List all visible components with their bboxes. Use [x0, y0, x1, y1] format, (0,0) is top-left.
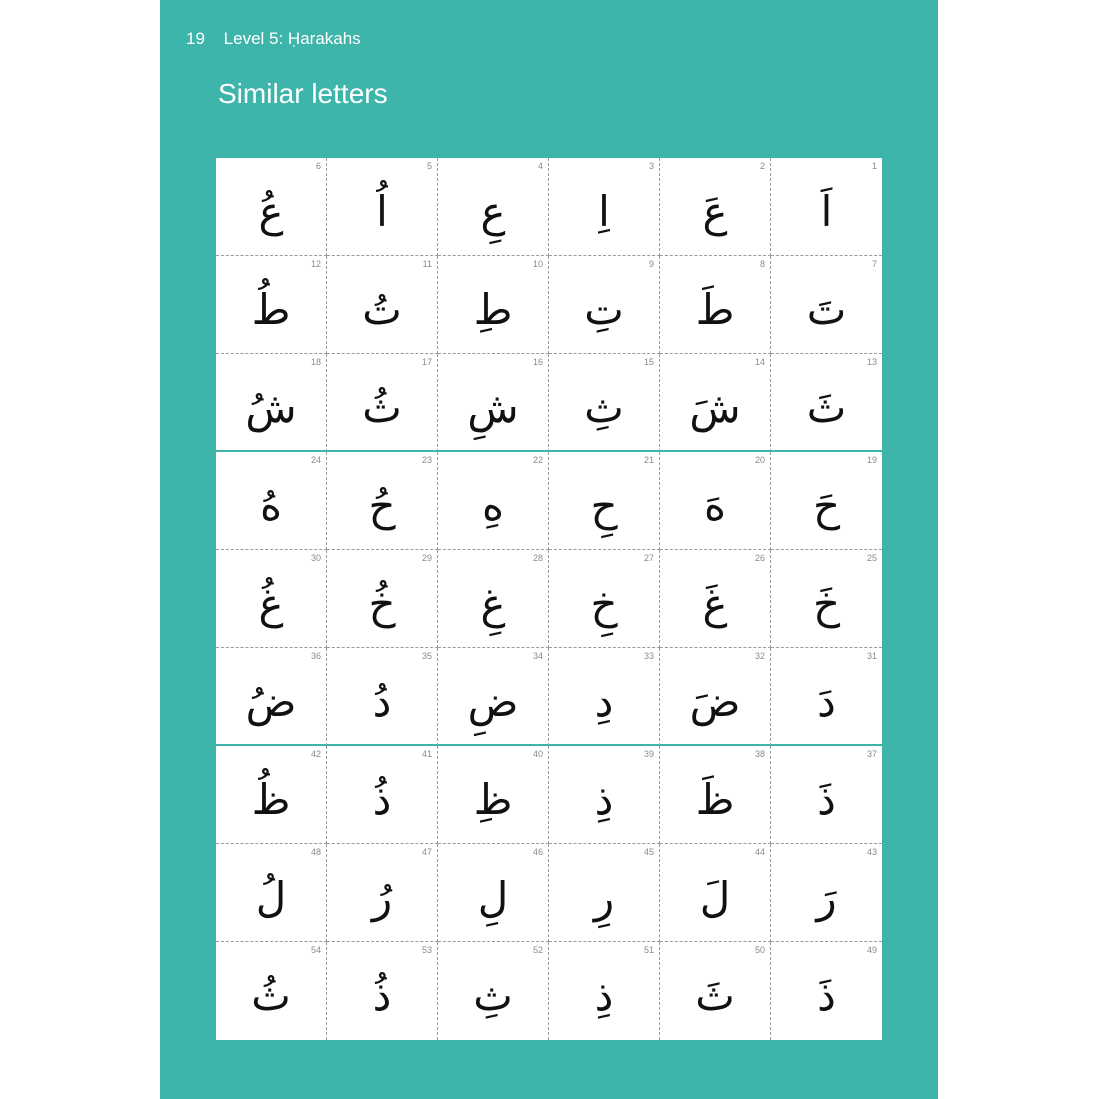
- letter-card: [660, 158, 771, 256]
- letter-card: [771, 158, 882, 256]
- arabic-letter: خُ: [368, 579, 396, 628]
- letter-card: [660, 746, 771, 844]
- arabic-letter: اَ: [820, 187, 833, 236]
- letter-grid: [216, 158, 882, 1040]
- arabic-letter: ذُ: [372, 775, 392, 824]
- arabic-letter: ثَ: [806, 383, 847, 432]
- letter-card: [438, 354, 549, 452]
- arabic-letter: ثُ: [251, 971, 291, 1020]
- arabic-letter: حُ: [368, 481, 396, 530]
- letter-card: [216, 648, 327, 746]
- letter-card: [549, 550, 660, 648]
- card-number: 27: [643, 553, 654, 563]
- arabic-letter: غَ: [702, 579, 728, 628]
- letter-card: [549, 648, 660, 746]
- page-title: Similar letters: [218, 78, 388, 109]
- card-number: 54: [310, 945, 321, 955]
- letter-card: [438, 648, 549, 746]
- arabic-letter: دَ: [817, 677, 836, 726]
- arabic-letter: تِ: [584, 285, 624, 334]
- page-background: [160, 0, 938, 1099]
- letter-card: [327, 844, 438, 942]
- card-number: 45: [643, 847, 654, 857]
- card-number: 31: [866, 651, 877, 661]
- card-number: 46: [532, 847, 543, 857]
- letter-card: [216, 550, 327, 648]
- letter-card: [549, 158, 660, 256]
- card-number: 21: [643, 455, 654, 465]
- card-number: 51: [643, 945, 654, 955]
- arabic-letter: اِ: [598, 187, 610, 236]
- arabic-letter: عُ: [258, 187, 284, 236]
- card-number: 34: [532, 651, 543, 661]
- letter-card: [549, 844, 660, 942]
- card-number: 13: [866, 357, 877, 367]
- arabic-letter: ذِ: [594, 971, 614, 1020]
- card-number: 48: [310, 847, 321, 857]
- arabic-letter: دِ: [594, 677, 614, 726]
- card-number: 14: [754, 357, 765, 367]
- card-number: 3: [648, 161, 654, 171]
- arabic-letter: حِ: [590, 481, 618, 530]
- arabic-letter: ظُ: [251, 775, 291, 824]
- letter-card: [327, 942, 438, 1040]
- card-number: 40: [532, 749, 543, 759]
- section-title: Level 5: Ḥarakahs: [223, 29, 361, 48]
- arabic-letter: لَ: [699, 873, 731, 922]
- arabic-letter: شُ: [245, 383, 297, 432]
- letter-card: [438, 746, 549, 844]
- letter-card: [438, 256, 549, 354]
- arabic-letter: دُ: [372, 677, 392, 726]
- card-number: 17: [421, 357, 432, 367]
- letter-card: [660, 452, 771, 550]
- arabic-letter: حَ: [812, 481, 841, 530]
- card-number: 52: [532, 945, 543, 955]
- letter-card: [660, 648, 771, 746]
- arabic-letter: ثُ: [362, 383, 402, 432]
- card-number: 35: [421, 651, 432, 661]
- letter-card: [549, 256, 660, 354]
- card-number: 38: [754, 749, 765, 759]
- arabic-letter: رَ: [816, 873, 837, 922]
- card-number: 16: [532, 357, 543, 367]
- arabic-letter: ضَ: [689, 677, 741, 726]
- card-number: 10: [532, 259, 543, 269]
- arabic-letter: ظِ: [473, 775, 513, 824]
- arabic-letter: شَ: [689, 383, 741, 432]
- letter-card: [771, 256, 882, 354]
- arabic-letter: ضِ: [467, 677, 519, 726]
- letter-card: [216, 256, 327, 354]
- card-number: 24: [310, 455, 321, 465]
- letter-card: [438, 942, 549, 1040]
- card-number: 25: [866, 553, 877, 563]
- card-number: 41: [421, 749, 432, 759]
- letter-card: [327, 648, 438, 746]
- letter-card: [549, 942, 660, 1040]
- card-number: 1: [871, 161, 877, 171]
- arabic-letter: اُ: [376, 187, 388, 236]
- arabic-letter: شِ: [467, 383, 519, 432]
- card-number: 19: [866, 455, 877, 465]
- arabic-letter: ذَ: [817, 775, 836, 824]
- running-header: [186, 29, 361, 49]
- card-number: 36: [310, 651, 321, 661]
- letter-card: [327, 256, 438, 354]
- letter-card: [438, 158, 549, 256]
- card-number: 18: [310, 357, 321, 367]
- card-number: 7: [871, 259, 877, 269]
- arabic-letter: ضُ: [245, 677, 297, 726]
- arabic-letter: لُ: [255, 873, 287, 922]
- arabic-letter: ذِ: [594, 775, 614, 824]
- card-number: 2: [759, 161, 765, 171]
- card-number: 5: [426, 161, 432, 171]
- card-number: 6: [315, 161, 321, 171]
- card-number: 11: [422, 259, 432, 269]
- card-number: 8: [759, 259, 765, 269]
- arabic-letter: رِ: [593, 873, 615, 922]
- arabic-letter: طُ: [251, 285, 291, 334]
- arabic-letter: تَ: [806, 285, 847, 334]
- arabic-letter: ظَ: [695, 775, 735, 824]
- arabic-letter: عَ: [702, 187, 728, 236]
- card-number: 26: [754, 553, 765, 563]
- card-number: 23: [421, 455, 432, 465]
- card-number: 43: [866, 847, 877, 857]
- letter-card: [327, 452, 438, 550]
- arabic-letter: خِ: [590, 579, 618, 628]
- letter-card: [771, 942, 882, 1040]
- letter-card: [549, 354, 660, 452]
- arabic-letter: طَ: [695, 285, 735, 334]
- arabic-letter: غُ: [258, 579, 284, 628]
- letter-card: [549, 452, 660, 550]
- arabic-letter: هَ: [703, 481, 726, 530]
- card-number: 39: [643, 749, 654, 759]
- letter-card: [771, 354, 882, 452]
- letter-card-sheet: [216, 158, 882, 1040]
- arabic-letter: ثِ: [473, 971, 513, 1020]
- card-number: 37: [866, 749, 877, 759]
- card-number: 33: [643, 651, 654, 661]
- letter-card: [660, 256, 771, 354]
- card-number: 44: [754, 847, 765, 857]
- letter-card: [660, 354, 771, 452]
- sheet-edge: [882, 158, 885, 1040]
- arabic-letter: ذُ: [372, 971, 392, 1020]
- arabic-letter: عِ: [480, 187, 506, 236]
- card-number: 50: [754, 945, 765, 955]
- card-number: 20: [754, 455, 765, 465]
- letter-card: [216, 354, 327, 452]
- letter-card: [216, 942, 327, 1040]
- arabic-letter: ثِ: [584, 383, 624, 432]
- arabic-letter: هِ: [481, 481, 504, 530]
- letter-card: [660, 550, 771, 648]
- arabic-letter: غِ: [480, 579, 506, 628]
- letter-card: [216, 844, 327, 942]
- letter-card: [327, 550, 438, 648]
- letter-card: [771, 844, 882, 942]
- arabic-letter: طِ: [473, 285, 513, 334]
- card-number: 9: [648, 259, 654, 269]
- card-number: 28: [532, 553, 543, 563]
- letter-card: [327, 158, 438, 256]
- arabic-letter: رُ: [371, 873, 393, 922]
- letter-card: [549, 746, 660, 844]
- letter-card: [771, 550, 882, 648]
- letter-card: [438, 452, 549, 550]
- arabic-letter: ثَ: [695, 971, 735, 1020]
- letter-card: [216, 452, 327, 550]
- letter-card: [771, 746, 882, 844]
- letter-card: [327, 354, 438, 452]
- arabic-letter: تُ: [362, 285, 402, 334]
- card-number: 32: [754, 651, 765, 661]
- card-number: 30: [310, 553, 321, 563]
- card-number: 4: [537, 161, 543, 171]
- arabic-letter: ذَ: [817, 971, 836, 1020]
- letter-card: [216, 158, 327, 256]
- letter-card: [660, 844, 771, 942]
- letter-card: [771, 648, 882, 746]
- card-number: 29: [421, 553, 432, 563]
- arabic-letter: لِ: [477, 873, 509, 922]
- card-number: 12: [310, 259, 321, 269]
- card-number: 53: [421, 945, 432, 955]
- arabic-letter: هُ: [259, 481, 282, 530]
- letter-card: [216, 746, 327, 844]
- letter-card: [771, 452, 882, 550]
- card-number: 22: [532, 455, 543, 465]
- page-number: 19: [186, 29, 205, 48]
- letter-card: [438, 550, 549, 648]
- card-number: 47: [421, 847, 432, 857]
- letter-card: [327, 746, 438, 844]
- card-number: 49: [866, 945, 877, 955]
- letter-card: [660, 942, 771, 1040]
- card-number: 42: [310, 749, 321, 759]
- card-number: 15: [643, 357, 654, 367]
- letter-card: [438, 844, 549, 942]
- arabic-letter: خَ: [812, 579, 841, 628]
